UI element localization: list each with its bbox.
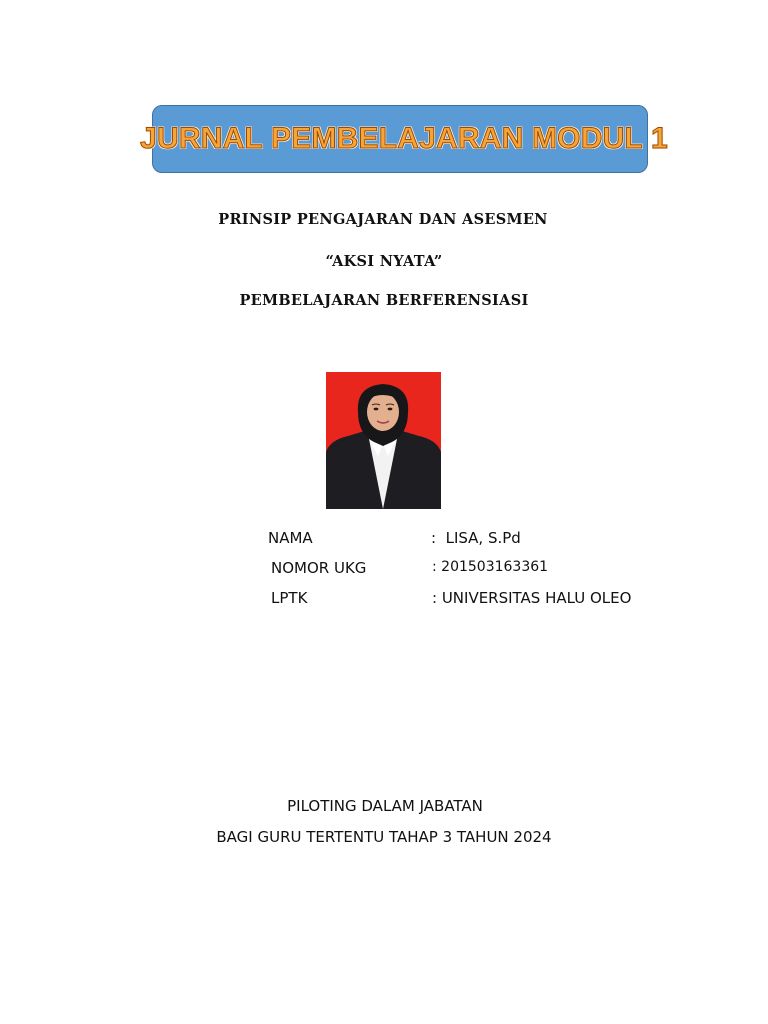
nomor-ukg-value: : 201503163361 [432, 559, 549, 575]
footer-line-2: BAGI GURU TERTENTU TAHAP 3 TAHUN 2024 [216, 828, 552, 846]
lptk-value: : UNIVERSITAS HALU OLEO [432, 589, 632, 607]
lptk-label: LPTK [271, 589, 308, 607]
profile-photo [326, 372, 441, 509]
subtitle-line-3: PEMBELAJARAN BERFERENSIASI [239, 292, 529, 309]
nama-value: : LISA, S.Pd [431, 529, 521, 547]
subtitle-line-1: PRINSIP PENGAJARAN DAN ASESMEN [218, 211, 548, 228]
nomor-ukg-label: NOMOR UKG [271, 559, 367, 577]
banner-title: JURNAL PEMBELAJARAN MODUL 1 [140, 122, 668, 155]
nama-label: NAMA [268, 529, 313, 547]
footer-line-1: PILOTING DALAM JABATAN [287, 797, 483, 815]
title-banner [140, 105, 668, 173]
subtitle-line-2: “AKSI NYATA” [325, 253, 443, 270]
